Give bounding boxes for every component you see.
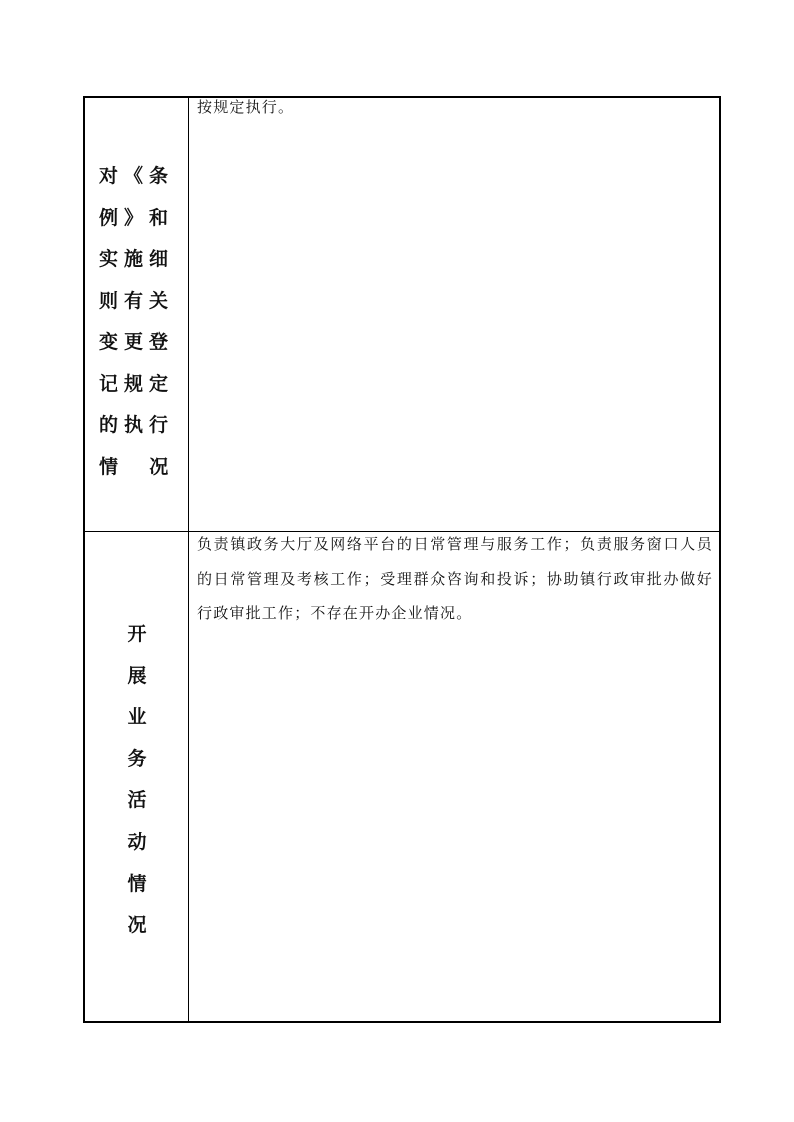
- row-content-cell: [189, 532, 719, 1021]
- row-label-char: 业: [127, 706, 147, 729]
- row-label-line: 记规定: [99, 372, 175, 395]
- row-label-line: 例》和: [99, 206, 175, 229]
- row-label-char: 务: [127, 747, 147, 770]
- report-table: [83, 96, 721, 1023]
- row-label-char: 情: [127, 872, 147, 895]
- row-label-line: 的执行: [99, 414, 175, 436]
- row-label-char: 况: [127, 914, 147, 937]
- row-label-char: 开: [127, 623, 147, 645]
- table-row-regulation-compliance: [85, 98, 719, 532]
- row-label-regulation-compliance: [99, 156, 179, 488]
- row-label-char: 活: [127, 789, 147, 812]
- row-label-line: 实施细: [99, 248, 175, 270]
- row-label-char: 展: [127, 664, 147, 687]
- regulation-compliance-text: 按规定执行。: [197, 98, 295, 116]
- row-label-char: 动: [127, 830, 147, 853]
- row-label-cell: [85, 532, 189, 1021]
- row-label-cell: [85, 98, 189, 531]
- row-label-line: 对《条: [99, 165, 175, 187]
- row-label-line: 情 况: [99, 455, 175, 478]
- row-label-line: 则有关: [99, 289, 175, 312]
- row-label-business-activities: [85, 614, 189, 947]
- table-row-business-activities: [85, 532, 719, 1021]
- row-label-line: 变更登: [99, 331, 175, 353]
- business-activities-text: 负责镇政务大厅及网络平台的日常管理与服务工作；负责服务窗口人员的日常管理及考核工作；受理群众咨询和投诉；协助镇行政审批办做好行政审批工作；不存在开办企业情况。: [197, 535, 713, 622]
- row-content-cell: [189, 98, 719, 531]
